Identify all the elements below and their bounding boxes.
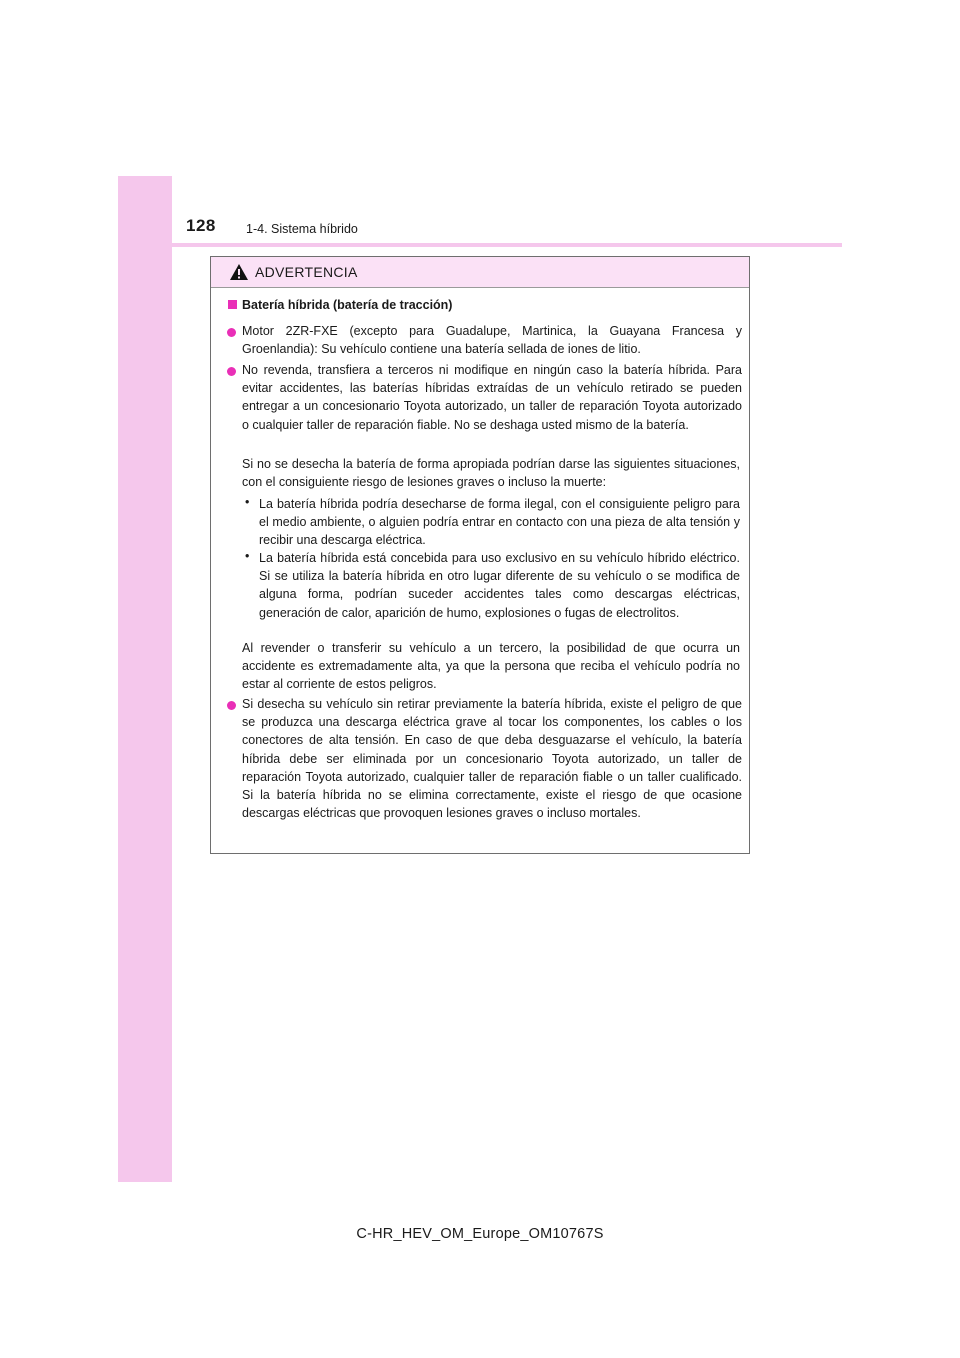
circle-bullet-icon	[227, 701, 236, 710]
circle-bullet-icon	[227, 328, 236, 337]
square-bullet-icon	[228, 300, 237, 309]
header-rule	[118, 243, 842, 247]
warning-header	[211, 257, 749, 288]
heading-text: Batería híbrida (batería de tracción)	[242, 298, 453, 312]
footer-document-code: C-HR_HEV_OM_Europe_OM10767S	[356, 1226, 604, 1242]
warning-box	[210, 256, 750, 854]
section-heading	[228, 298, 452, 312]
circle-bullet-icon	[227, 367, 236, 376]
paragraph-al-revender: Al revender o transferir su vehículo a un tercero, la posibilidad de que ocurra un accidente es extremadamente alta, ya que la persona que reciba el vehículo podría no estar al corriente de estos peligros.	[242, 641, 740, 692]
paragraph-no-revenda: No revenda, transfiera a terceros ni modifique en ningún caso la batería híbrida. Para evitar accidentes, las baterías híbridas extraídas de un vehículo retirado se pueden entregar a un concesionario Toyota autorizado, un taller de reparación Toyota autorizado o cualquier taller de reparación fiable. No se deshaga usted mismo de la batería.	[242, 363, 742, 432]
sub-bullet-marker: •	[245, 495, 250, 509]
paragraph-si-desecha: Si desecha su vehículo sin retirar previamente la batería híbrida, existe el peligro de que se produzca una descarga eléctrica grave al tocar los componentes, los cables o los conectores de alta tensión. En caso de que deba desguazarse el vehículo, la batería híbrida debe ser eliminada por un concesionario Toyota autorizado, un taller de reparación Toyota autorizado, cualquier taller de reparación fiable o un taller cualificado. Si la batería híbrida no se elimina correctamente, existe el riesgo de que ocasione descargas eléctricas que provoquen lesiones graves o incluso mortales.	[242, 697, 742, 821]
warning-triangle-icon	[229, 263, 249, 286]
warning-label: ADVERTENCIA	[255, 264, 358, 280]
paragraph-si-no-se-desecha: Si no se desecha la batería de forma apropiada podrían darse las siguientes situaciones, con el consiguiente riesgo de lesiones graves o incluso la muerte:	[242, 457, 740, 490]
paragraph-motor: Motor 2ZR-FXE (excepto para Guadalupe, Martinica, la Guayana Francesa y Groenlandia): Su vehículo contiene una batería sellada de iones de litio.	[242, 324, 742, 357]
side-band	[118, 176, 172, 1182]
page-number: 128	[186, 216, 216, 235]
sub-item-uso-exclusivo: La batería híbrida está concebida para uso exclusivo en su vehículo híbrido eléctrico. Si se utiliza la batería híbrida en otro lugar diferente de su vehículo o se modifica de alguna forma, podrían suceder accidentes tales como descargas eléctricas, generación de calor, aparición de humo, explosiones o fugas de electrolitos.	[259, 551, 740, 620]
sub-item-ilegal: La batería híbrida podría desecharse de forma ilegal, con el consiguiente peligro para el medio ambiente, o alguien podría entrar en contacto con una pieza de alta tensión y recibir una descarga eléctrica.	[259, 497, 740, 548]
sub-bullet-marker: •	[245, 549, 250, 563]
section-title: 1-4. Sistema híbrido	[246, 222, 358, 236]
